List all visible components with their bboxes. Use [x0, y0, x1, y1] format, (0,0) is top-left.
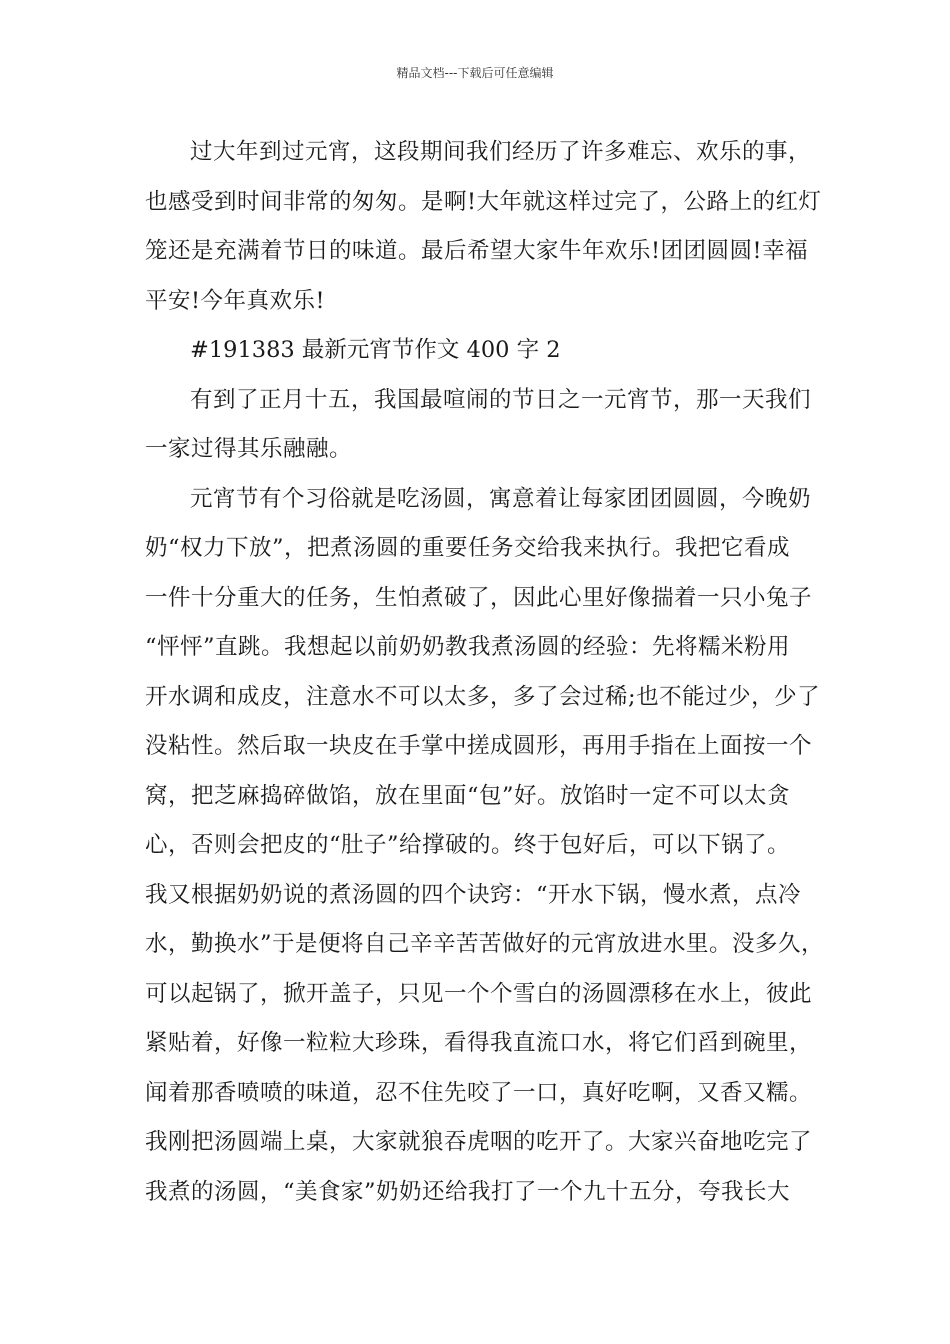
- paragraph-line: “怦怦”直跳。我想起以前奶奶教我煮汤圆的经验：先将糯米粉用: [145, 634, 791, 660]
- paragraph-line: 心，否则会把皮的“肚子”给撑破的。终于包好后，可以下锅了。: [145, 832, 791, 858]
- paragraph-line: 一件十分重大的任务，生怕煮破了，因此心里好像揣着一只小兔子: [145, 584, 813, 611]
- paragraph-line: 水，勤换水”于是便将自己辛辛苦苦做好的元宵放进水里。没多久，: [145, 931, 825, 957]
- paragraph-line: 奶“权力下放”，把煮汤圆的重要任务交给我来执行。我把它看成: [145, 535, 791, 561]
- paragraph-line: 也感受到时间非常的匆匆。是啊!大年就这样过完了，公路上的红灯: [145, 188, 822, 215]
- paragraph-line: 一家过得其乐融融。: [145, 436, 353, 462]
- paragraph-line: 平安!今年真欢乐!: [145, 287, 326, 314]
- page-header: 精品文档---下载后可任意编辑: [396, 66, 554, 80]
- paragraph-line: 过大年到过元宵，这段期间我们经历了许多难忘、欢乐的事，: [190, 139, 812, 165]
- paragraph-line: 没粘性。然后取一块皮在手掌中搓成圆形，再用手指在上面按一个: [145, 733, 813, 759]
- paragraph-line: 有到了正月十五，我国最喧闹的节日之一元宵节，那一天我们: [190, 386, 812, 413]
- paragraph-line: 可以起锅了，掀开盖子，只见一个个雪白的汤圆漂移在水上，彼此: [145, 980, 813, 1007]
- paragraph-line: 开水调和成皮，注意水不可以太多，多了会过稀;也不能过少，少了: [145, 683, 821, 710]
- paragraph-line: 笼还是充满着节日的味道。最后希望大家牛年欢乐!团团圆圆!幸福: [145, 238, 809, 264]
- paragraph-line: 元宵节有个习俗就是吃汤圆，寓意着让每家团团圆圆，今晚奶: [190, 485, 812, 512]
- section-heading: #191383 最新元宵节作文 400 字 2: [190, 337, 561, 363]
- paragraph-line: 窝，把芝麻捣碎做馅，放在里面“包”好。放馅时一定不可以太贪: [145, 782, 791, 809]
- document-body: [145, 128, 825, 1217]
- paragraph-line: 我刚把汤圆端上桌，大家就狼吞虎咽的吃开了。大家兴奋地吃完了: [145, 1129, 813, 1155]
- paragraph-line: 我煮的汤圆，“美食家”奶奶还给我打了一个九十五分，夸我长大: [145, 1178, 791, 1205]
- paragraph-line: 闻着那香喷喷的味道，忍不住先咬了一口，真好吃啊，又香又糯。: [145, 1079, 813, 1106]
- paragraph-line: 我又根据奶奶说的煮汤圆的四个诀窍：“开水下锅，慢水煮，点冷: [145, 881, 802, 908]
- paragraph-line: 紧贴着，好像一粒粒大珍珠，看得我直流口水，将它们舀到碗里，: [145, 1030, 813, 1056]
